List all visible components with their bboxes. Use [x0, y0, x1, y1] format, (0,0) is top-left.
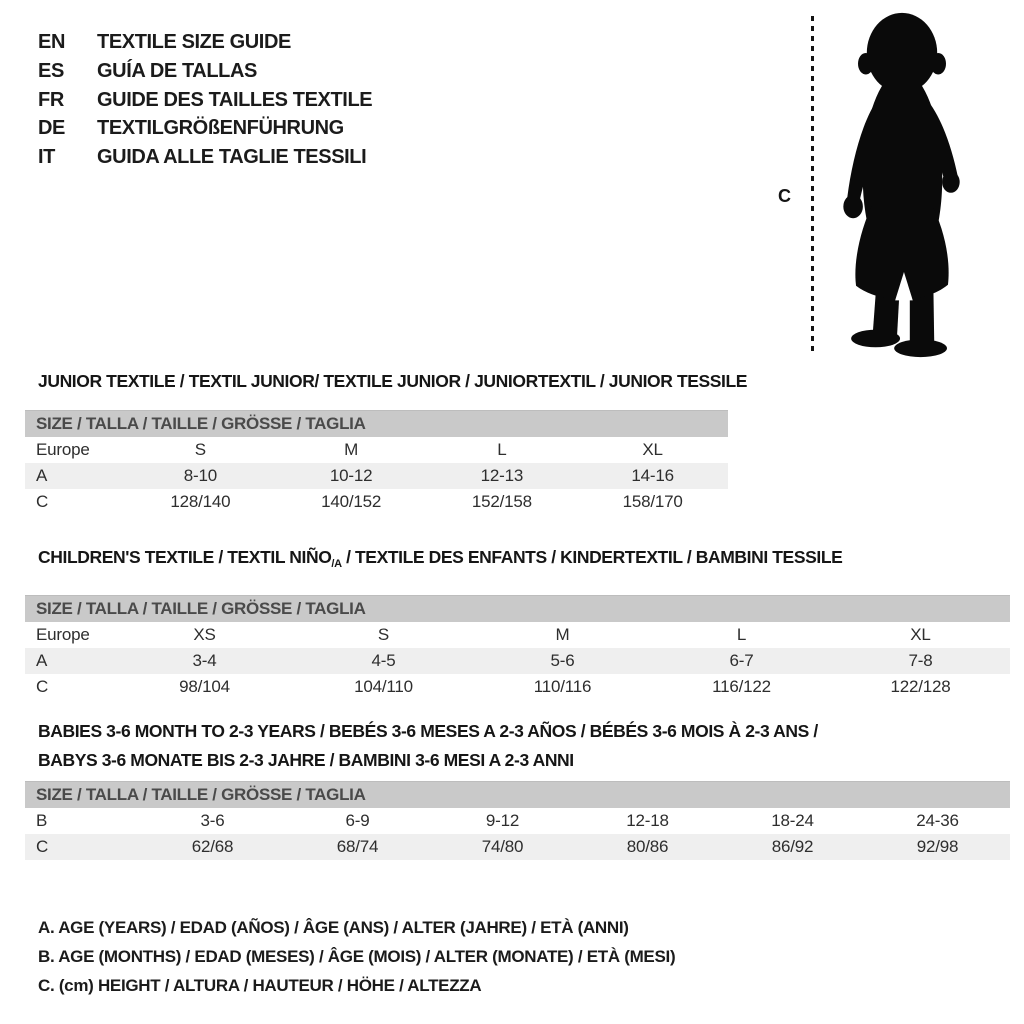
language-row-es	[38, 57, 372, 86]
guide-title: GUIDE DES TAILLES TEXTILE	[97, 88, 373, 111]
language-row-en	[38, 28, 372, 57]
row-label: Europe	[36, 440, 90, 459]
table-row	[25, 808, 1010, 834]
size-cell: S	[194, 440, 206, 459]
language-code: DE	[38, 117, 65, 140]
babies-section-heading-line1: BABIES 3-6 MONTH TO 2-3 YEARS / BEBÉS 3-6 MESES A 2-3 AÑOS / BÉBÉS 3-6 MOIS À 2-3 ANS /	[38, 721, 818, 741]
guide-title: TEXTILE SIZE GUIDE	[97, 31, 291, 53]
size-header-bar: SIZE / TALLA / TAILLE / GRÖSSE / TAGLIA	[25, 595, 1010, 622]
junior-size-table	[25, 410, 728, 515]
row-label: A	[36, 651, 48, 670]
guide-title: GUÍA DE TALLAS	[97, 59, 257, 82]
guide-title: GUIDA ALLE TAGLIE TESSILI	[97, 146, 367, 169]
size-header-bar: SIZE / TALLA / TAILLE / GRÖSSE / TAGLIA	[25, 410, 728, 437]
table-row	[25, 674, 1010, 700]
height-cell: 98/104	[179, 677, 230, 696]
heading-text: / TEXTILE DES ENFANTS / KINDERTEXTIL / BAMBINI TESSILE	[341, 547, 843, 567]
table-row	[25, 489, 728, 515]
junior-textile-section	[25, 371, 748, 515]
size-header-bar: SIZE / TALLA / TAILLE / GRÖSSE / TAGLIA	[25, 781, 1010, 808]
height-cell: 116/122	[712, 677, 771, 696]
language-row-fr	[38, 86, 372, 115]
table-row	[25, 437, 728, 463]
height-cell: 104/110	[354, 677, 413, 696]
height-cell: 158/170	[622, 492, 683, 511]
age-cell: 7-8	[908, 651, 933, 670]
language-row-de	[38, 114, 372, 143]
size-cell: M	[344, 440, 359, 459]
height-cell: 80/86	[626, 837, 669, 856]
babies-section-heading-line2: BABYS 3-6 MONATE BIS 2-3 JAHRE / BAMBINI 3-6 MESI A 2-3 ANNI	[38, 750, 574, 770]
footnote-c: C. (cm) HEIGHT / ALTURA / HAUTEUR / HÖHE / ALTEZZA	[38, 976, 482, 995]
age-cell: 6-7	[729, 651, 754, 670]
children-textile-section	[25, 547, 1010, 700]
height-cell: 68/74	[336, 837, 379, 856]
height-cell: 128/140	[170, 492, 231, 511]
footnote-a: A. AGE (YEARS) / EDAD (AÑOS) / ÂGE (ANS) / ALTER (JAHRE) / ETÀ (ANNI)	[38, 918, 629, 937]
language-row-it	[38, 143, 372, 172]
height-cell: 140/152	[321, 492, 382, 511]
age-cell: 3-4	[192, 651, 217, 670]
language-code: FR	[38, 88, 64, 111]
row-label: B	[36, 811, 48, 830]
height-cell: 110/116	[533, 677, 592, 696]
table-row	[25, 648, 1010, 674]
language-title-list	[38, 28, 372, 172]
row-label: C	[36, 837, 49, 856]
row-label: C	[36, 677, 49, 696]
age-cell: 8-10	[183, 466, 217, 485]
guide-title: TEXTILGRÖßENFÜHRUNG	[97, 117, 344, 140]
height-cell: 152/158	[471, 492, 532, 511]
height-cell: 122/128	[890, 677, 951, 696]
children-size-table	[25, 595, 1010, 700]
row-label: Europe	[36, 625, 90, 644]
age-cell: 18-24	[771, 811, 814, 830]
age-cell: 3-6	[200, 811, 225, 830]
age-cell: 12-18	[626, 811, 669, 830]
language-code: IT	[38, 146, 55, 169]
height-cell: 62/68	[191, 837, 234, 856]
height-cell: 86/92	[771, 837, 814, 856]
height-measure-line	[811, 16, 814, 354]
age-cell: 10-12	[329, 466, 373, 485]
size-cell: M	[555, 625, 570, 644]
height-cell: 74/80	[481, 837, 524, 856]
size-cell: XS	[193, 625, 216, 644]
language-code: EN	[38, 31, 65, 53]
size-cell: XL	[910, 625, 931, 644]
babies-textile-section	[25, 721, 1010, 860]
age-cell: 12-13	[480, 466, 524, 485]
age-cell: 5-6	[550, 651, 575, 670]
legend-footnotes	[38, 913, 675, 1000]
table-row	[25, 622, 1010, 648]
footnote-b: B. AGE (MONTHS) / EDAD (MESES) / ÂGE (MOIS) / ALTER (MONATE) / ETÀ (MESI)	[38, 947, 676, 966]
children-section-heading	[38, 547, 1010, 574]
toddler-silhouette-image	[820, 8, 984, 360]
row-label: C	[36, 492, 49, 511]
row-label: A	[36, 466, 48, 485]
age-cell: 14-16	[631, 466, 674, 485]
table-row	[25, 834, 1010, 860]
heading-text: CHILDREN'S TEXTILE / TEXTIL NIÑO	[38, 547, 332, 567]
height-cell: 92/98	[916, 837, 959, 856]
age-cell: 24-36	[916, 811, 959, 830]
heading-subscript: /A	[331, 558, 342, 570]
size-cell: L	[736, 625, 747, 644]
size-cell: L	[497, 440, 507, 459]
age-cell: 4-5	[371, 651, 396, 670]
height-figure	[770, 8, 994, 364]
age-cell: 9-12	[485, 811, 520, 830]
table-row	[25, 463, 728, 489]
size-cell: S	[377, 625, 390, 644]
junior-section-heading: JUNIOR TEXTILE / TEXTIL JUNIOR/ TEXTILE JUNIOR / JUNIORTEXTIL / JUNIOR TESSILE	[38, 371, 748, 391]
size-cell: XL	[642, 440, 663, 459]
babies-size-table	[25, 781, 1010, 860]
height-measure-label: C	[778, 186, 791, 206]
age-cell: 6-9	[345, 811, 370, 830]
language-code: ES	[38, 59, 64, 82]
